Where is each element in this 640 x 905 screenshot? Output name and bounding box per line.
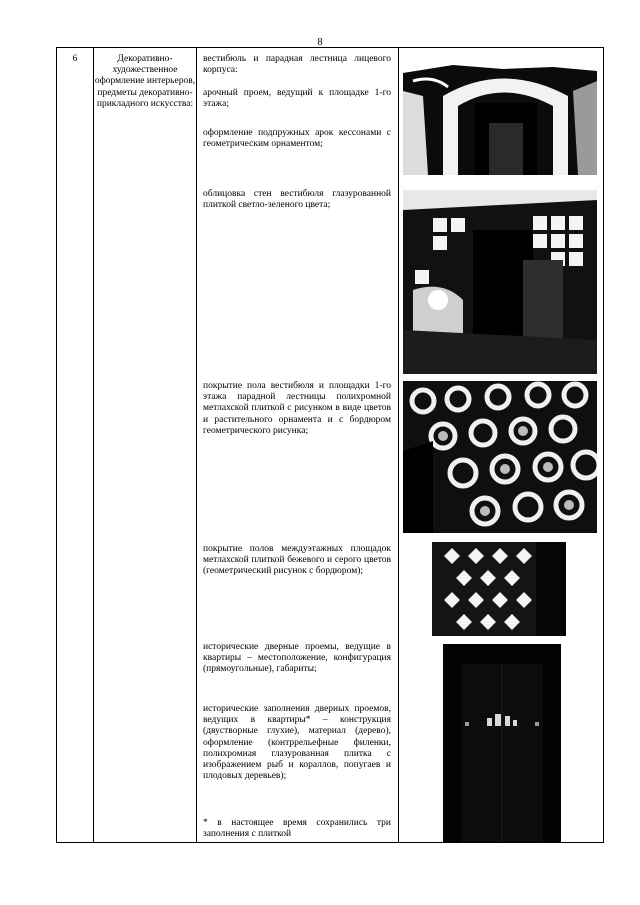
item-arch-coffers: оформление подпружных арок кессонами с геометрическим орнаментом; [203,128,391,150]
item-vestibule: вестибюль и парадная лестница лицевого корпуса: [203,54,391,76]
column-divider [196,48,197,842]
historic-door-photo [443,644,561,842]
column-divider [93,48,94,842]
landing-floor-photo [432,542,566,636]
item-footnote: * в настоящее время сохранились три заполнения с плиткой [203,818,391,840]
page-number: 8 [317,37,323,48]
vestibule-arch-photo [403,51,597,175]
item-landing-floor: покрытие полов междуэтажных площадок метлахской плиткой бежевого и серого цветов (геометрический рисунок с бордюром); [203,544,391,577]
heritage-table [56,47,604,843]
column-divider [398,48,399,842]
row-category: Декоративно-художественное оформление интерьеров, предметы декоративно-прикладного искусства: [94,54,196,109]
item-door-fillings: исторические заполнения дверных проемов, ведущих в квартиры* – конструкция (двустворные глухие), материал (дерево), оформление (контррельефные филенки, полихромная глазурованная плитка с изображением рыб и кораллов, попугаев и плодовых деревьев); [203,704,391,782]
item-arch-opening: арочный проем, ведущий к площадке 1-го этажа; [203,88,391,110]
wall-tiles-photo [403,190,597,374]
vestibule-floor-photo [403,381,597,533]
row-number: 6 [72,54,78,64]
item-vestibule-floor: покрытие пола вестибюля и площадки 1-го этажа парадной лестницы полихромной метлахской плиткой с рисунком в виде цветов и растительного орнамента и с бордюром геометрического рисунка; [203,381,391,436]
item-door-openings: исторические дверные проемы, ведущие в квартиры – местоположение, конфигурация (прямоугольные), габариты; [203,642,391,675]
item-wall-tiles: облицовка стен вестибюля глазурованной плиткой светло-зеленого цвета; [203,189,391,211]
